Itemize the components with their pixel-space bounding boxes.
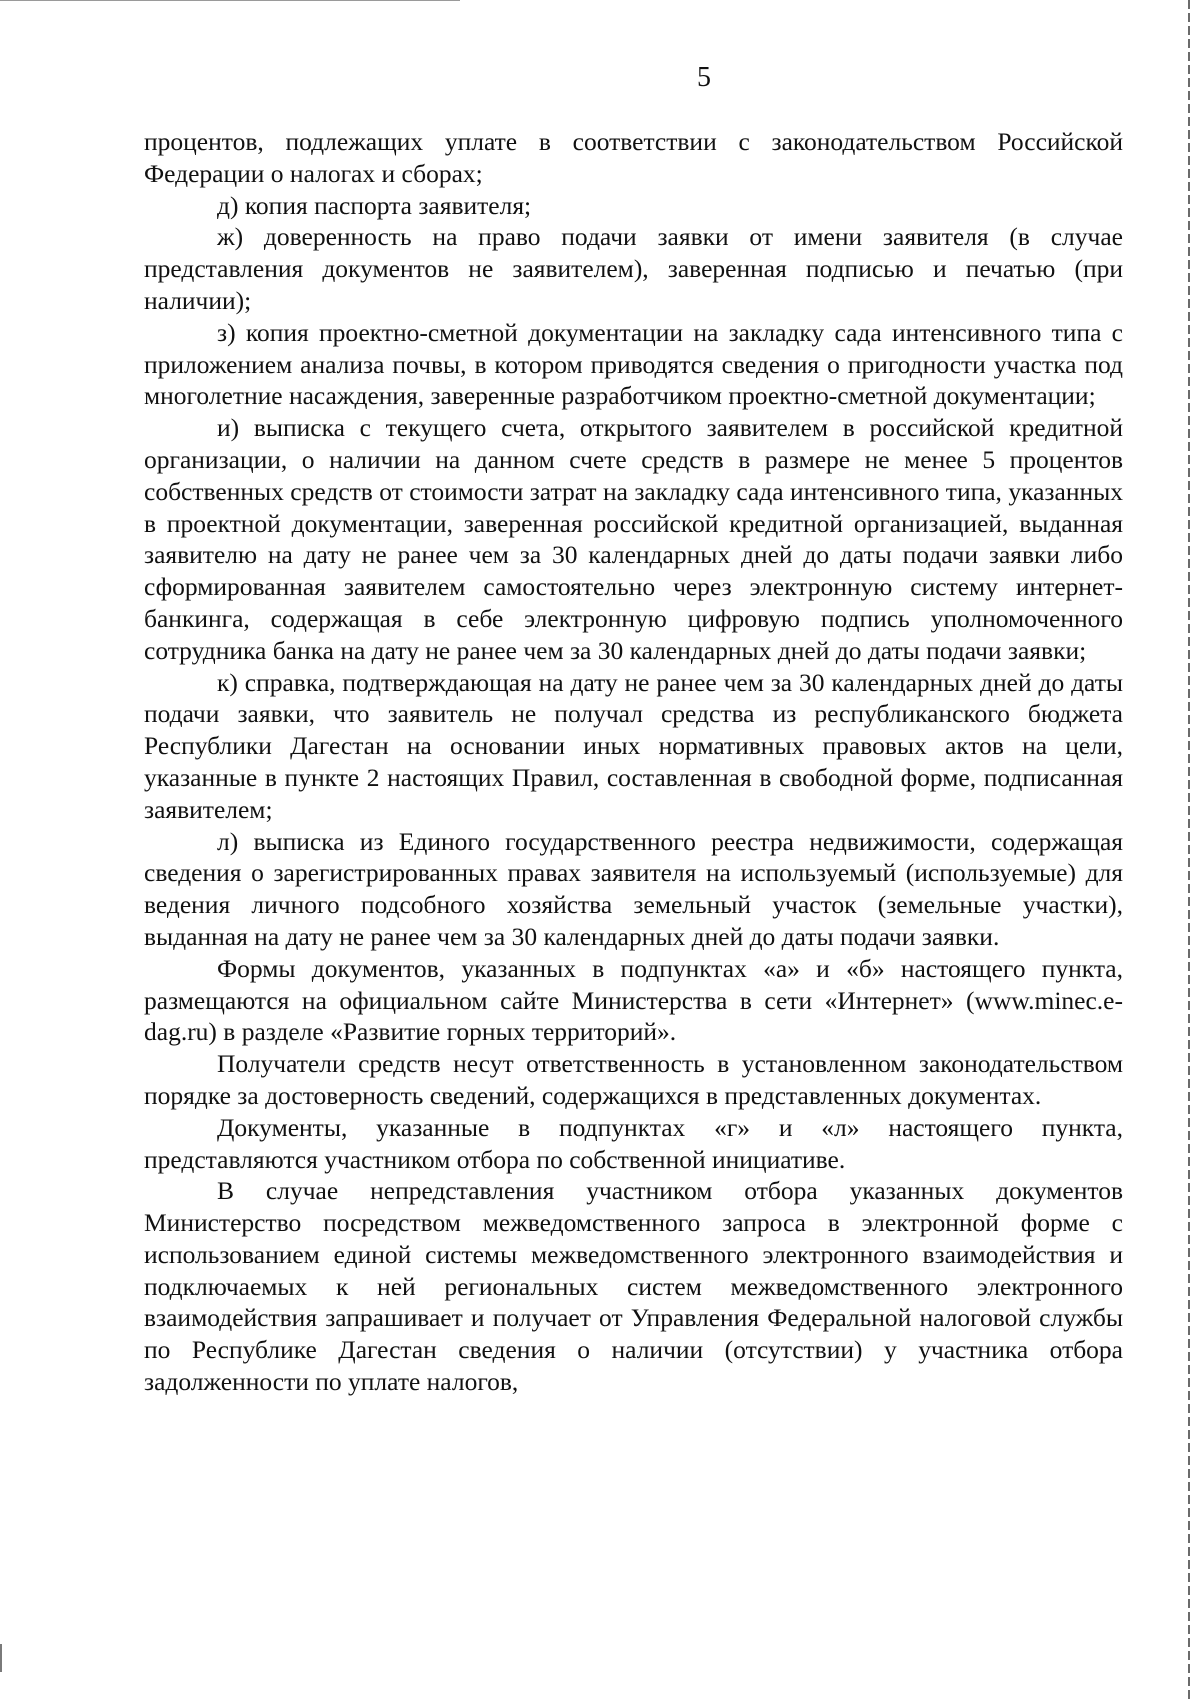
scan-edge-left: [0, 1644, 2, 1672]
scan-edge-top: [0, 0, 460, 1]
page-number-text: 5: [697, 62, 711, 93]
paragraph-item-l: л) выписка из Единого государственного реестра недвижимости, содержащая сведения о зарегистрированных правах заявителя на используемый (используемые) для ведения личного подсобного хозяйства земельный участок (земельные участки), выданная на дату не ранее чем за 30 календарных дней до даты подачи заявки.: [144, 826, 1123, 951]
paragraph-item-k: к) справка, подтверждающая на дату не ранее чем за 30 календарных дней до даты подачи заявки, что заявитель не получал средства из республиканского бюджета Республики Дагестан на основании иных нормативных правовых актов на цели, указанные в пункте 2 настоящих Правил, составленная в свободной форме, подписанная заявителем;: [144, 667, 1123, 824]
paragraph-item-i: и) выписка с текущего счета, открытого заявителем в российской кредитной организации, о наличии на данном счете средств в размере не менее 5 процентов собственных средств от стоимости затрат на закладку сада интенсивного типа, указанных в проектной документации, заверенная российской кредитной организацией, выданная заявителю на дату не ранее чем за 30 календарных дней до даты подачи заявки либо сформированная заявителем самостоятельно через электронную систему интернет-банкинга, содержащая в себе электронную цифровую подпись уполномоченного сотрудника банка на дату не ранее чем за 30 календарных дней до даты подачи заявки;: [144, 413, 1123, 665]
paragraph-continuation: процентов, подлежащих уплате в соответствии с законодательством Российской Федерации о налогах и сборах;: [144, 127, 1123, 188]
document-body: [144, 126, 1123, 1398]
paragraph-own-initiative: Документы, указанные в подпунктах «г» и «л» настоящего пункта, представляются участником отбора по собственной инициативе.: [144, 1112, 1123, 1174]
paragraph-interagency-request: В случае непредставления участником отбора указанных документов Министерство посредством межведомственного запроса в электронной форме с использованием единой системы межведомственного электронного взаимодействия и подключаемых к ней региональных систем межведомственного электронного взаимодействия запрашивает и получает от Управления Федеральной налоговой службы по Республике Дагестан сведения о наличии (отсутствии) у участника отбора задолженности по уплате налогов,: [144, 1176, 1123, 1397]
paragraph-responsibility: Получатели средств несут ответственность в установленном законодательством порядке за достоверность сведений, содержащихся в представленных документах.: [144, 1049, 1123, 1110]
paragraph-item-zh: ж) доверенность на право подачи заявки от имени заявителя (в случае представления документов не заявителем), заверенная подписью и печатью (при наличии);: [144, 222, 1123, 315]
paragraph-item-d: д) копия паспорта заявителя;: [217, 190, 532, 220]
paragraph-forms: Формы документов, указанных в подпунктах «а» и «б» настоящего пункта, размещаются на официальном сайте Министерства в сети «Интернет» (www.minec.e-dag.ru) в разделе «Развитие горных территорий».: [144, 953, 1123, 1047]
scan-edge-right: [1188, 0, 1190, 1702]
paragraph-item-z: з) копия проектно-сметной документации на закладку сада интенсивного типа с приложением анализа почвы, в котором приводятся сведения о пригодности участка под многолетние насаждения, заверенные разработчиком проектно-сметной документации;: [144, 317, 1123, 411]
